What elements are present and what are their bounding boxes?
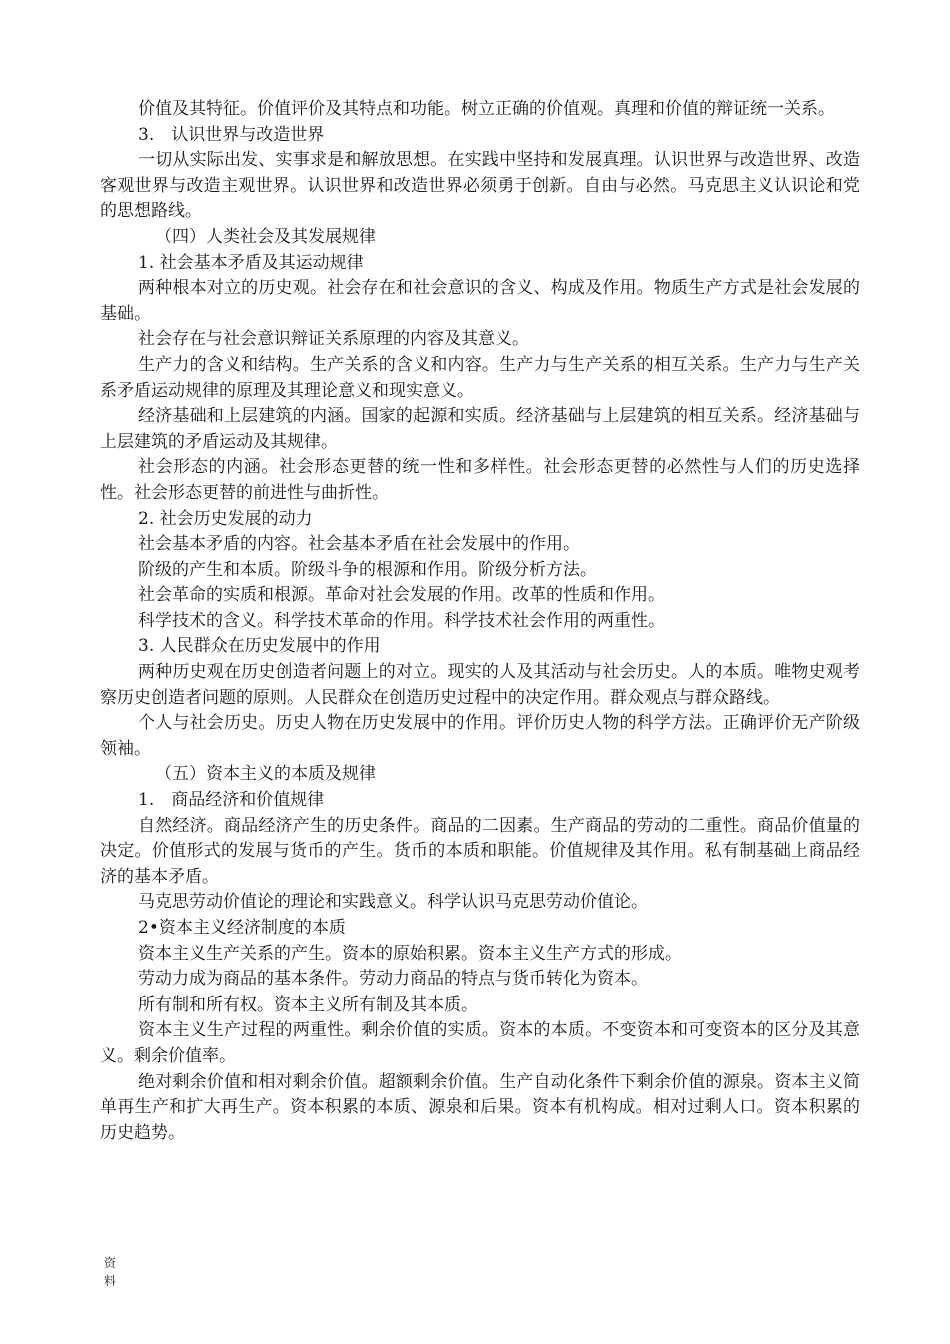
- section-heading: （五）资本主义的本质及规律: [155, 764, 376, 785]
- section-heading: 1. 社会基本矛盾及其运动规律: [138, 252, 364, 273]
- body-paragraph: 自然经济。商品经济产生的历史条件。商品的二因素。生产商品的劳动的二重性。商品价值量的决定。价值形式的发展与货币的产生。货币的本质和职能。价值规律及其作用。私有制基础上商品经济的基本矛盾。: [100, 815, 860, 887]
- section-heading: 2. 社会历史发展的动力: [138, 508, 313, 529]
- body-paragraph: 绝对剩余价值和相对剩余价值。超额剩余价值。生产自动化条件下剩余价值的源泉。资本主义简单再生产和扩大再生产。资本积累的本质、源泉和后果。资本有机构成。相对过剩人口。资本积累的历史趋势。: [100, 1071, 860, 1143]
- body-paragraph: 一切从实际出发、实事求是和解放思想。在实践中坚持和发展真理。认识世界与改造世界、改造客观世界与改造主观世界。认识世界和改造世界必须勇于创新。自由与必然。马克思主义认识论和党的思想路线。: [100, 150, 860, 222]
- section-heading: 3. 人民群众在历史发展中的作用: [138, 636, 381, 657]
- body-paragraph: 社会形态的内涵。社会形态更替的统一性和多样性。社会形态更替的必然性与人们的历史选择性。社会形态更替的前进性与曲折性。: [100, 457, 860, 503]
- section-heading: 2•资本主义经济制度的本质: [138, 918, 346, 938]
- page-footer: [104, 1254, 124, 1290]
- body-paragraph: 资本主义生产关系的产生。资本的原始积累。资本主义生产方式的形成。: [138, 943, 682, 964]
- body-paragraph: 阶级的产生和本质。阶级斗争的根源和作用。阶级分析方法。: [138, 559, 597, 580]
- document-body: [100, 97, 860, 1146]
- body-paragraph: 两种根本对立的历史观。社会存在和社会意识的含义、构成及作用。物质生产方式是社会发展的基础。: [100, 278, 860, 324]
- body-paragraph: 科学技术的含义。科学技术革命的作用。科学技术社会作用的两重性。: [138, 610, 665, 631]
- body-paragraph: 价值及其特征。价值评价及其特点和功能。树立正确的价值观。真理和价值的辩证统一关系。: [138, 99, 835, 119]
- section-heading: 1. 商品经济和价值规律: [138, 790, 325, 811]
- section-heading: （四）人类社会及其发展规律: [155, 226, 376, 247]
- footer-char-1: 资: [104, 1256, 117, 1270]
- body-paragraph: 所有制和所有权。资本主义所有制及其本质。: [138, 994, 478, 1015]
- body-paragraph: 劳动力成为商品的基本条件。劳动力商品的特点与货币转化为资本。: [138, 969, 648, 990]
- body-paragraph: 生产力的含义和结构。生产关系的含义和内容。生产力与生产关系的相互关系。生产力与生产关系矛盾运动规律的原理及其理论意义和现实意义。: [100, 354, 860, 401]
- body-paragraph: 经济基础和上层建筑的内涵。国家的起源和实质。经济基础与上层建筑的相互关系。经济基础与上层建筑的矛盾运动及其规律。: [100, 406, 860, 452]
- body-paragraph: 社会存在与社会意识辩证关系原理的内容及其意义。: [138, 329, 529, 350]
- body-paragraph: 马克思劳动价值论的理论和实践意义。科学认识马克思劳动价值论。: [138, 892, 648, 913]
- section-heading: 3. 认识世界与改造世界: [138, 124, 325, 145]
- body-paragraph: 个人与社会历史。历史人物在历史发展中的作用。评价历史人物的科学方法。正确评价无产阶级领袖。: [100, 713, 860, 759]
- body-paragraph: 资本主义生产过程的两重性。剩余价值的实质。资本的本质。不变资本和可变资本的区分及其意义。剩余价值率。: [100, 1020, 860, 1066]
- body-paragraph: 两种历史观在历史创造者问题上的对立。现实的人及其活动与社会历史。人的本质。唯物史观考察历史创造者问题的原则。人民群众在创造历史过程中的决定作用。群众观点与群众路线。: [100, 662, 860, 708]
- footer-char-2: 料: [104, 1274, 117, 1288]
- body-paragraph: 社会基本矛盾的内容。社会基本矛盾在社会发展中的作用。: [138, 534, 580, 555]
- body-paragraph: 社会革命的实质和根源。革命对社会发展的作用。改革的性质和作用。: [138, 585, 665, 606]
